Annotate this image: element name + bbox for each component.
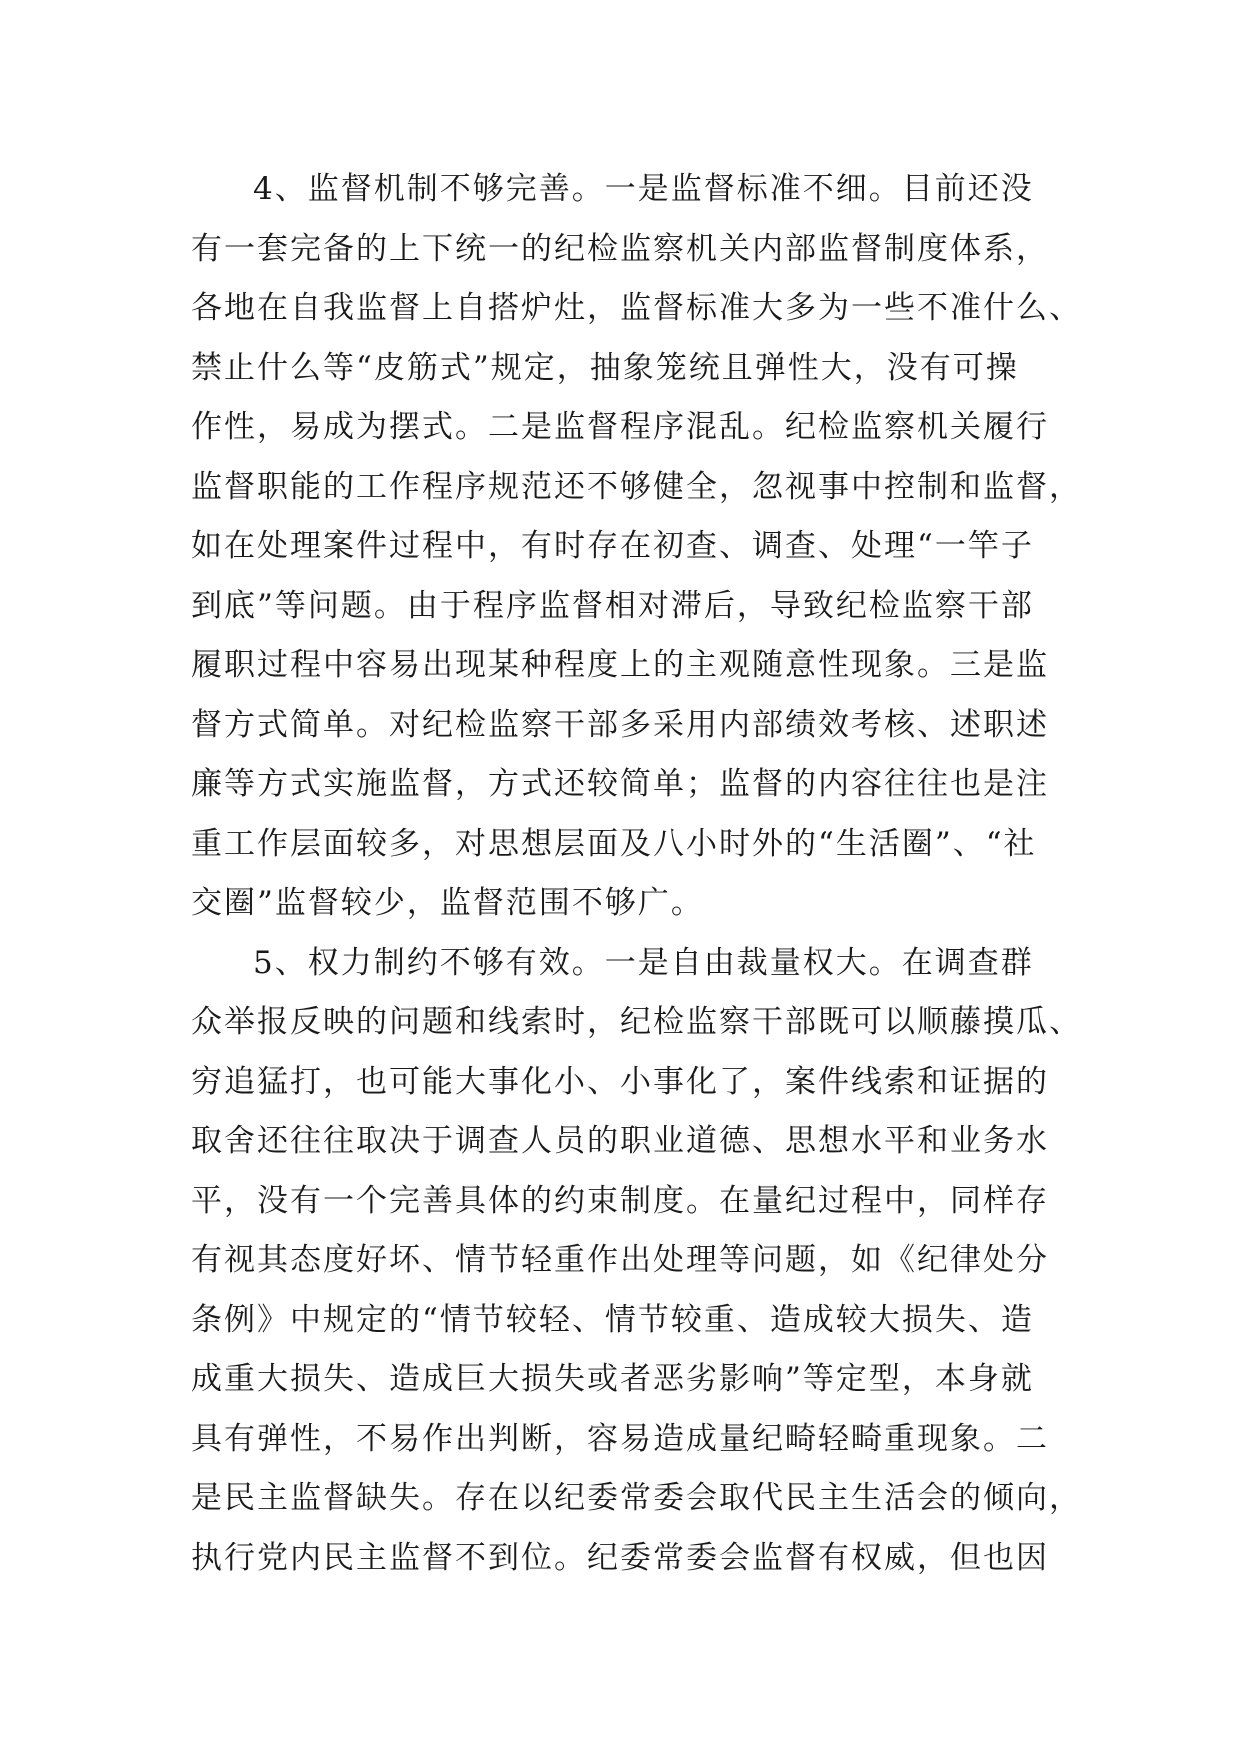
paragraph-1-line-5: 作性，易成为摆式。二是监督程序混乱。纪检监察机关履行 xyxy=(191,409,1049,445)
paragraph-2-line-3: 穷追猛打，也可能大事化小、小事化了，案件线索和证据的 xyxy=(191,1063,1049,1100)
paragraph-1-line-4: 禁止什么等“皮筋式”规定，抽象笼统且弹性大，没有可操 xyxy=(191,349,1019,386)
paragraph-2-line-8: 成重大损失、造成巨大损失或者恶劣影响”等定型，本身就 xyxy=(191,1361,1034,1397)
paragraph-2-line-10: 是民主监督缺失。存在以纪委常委会取代民主生活会的倾向， xyxy=(191,1480,1082,1516)
paragraph-1-line-8: 到底”等问题。由于程序监督相对滞后，导致纪检监察干部 xyxy=(191,587,1034,624)
paragraph-1-line-10: 督方式简单。对纪检监察干部多采用内部绩效考核、述职述 xyxy=(191,706,1049,743)
document-body xyxy=(191,160,1091,1588)
paragraph-2-line-9: 具有弹性，不易作出判断，容易造成量纪畸轻畸重现象。二 xyxy=(191,1420,1049,1457)
paragraph-2-line-11: 执行党内民主监督不到位。纪委常委会监督有权威，但也因 xyxy=(191,1539,1049,1576)
paragraph-1-line-13: 交圈”监督较少，监督范围不够广。 xyxy=(191,885,704,921)
paragraph-1-line-7: 如在处理案件过程中，有时存在初查、调查、处理“一竿子 xyxy=(191,528,1034,564)
paragraph-2-line-1: 5、权力制约不够有效。一是自由裁量权大。在调查群 xyxy=(253,944,1034,981)
paragraph-1-line-2: 有一套完备的上下统一的纪检监察机关内部监督制度体系， xyxy=(191,230,1049,267)
paragraph-1-line-1: 4、监督机制不够完善。一是监督标准不细。目前还没 xyxy=(253,171,1034,207)
paragraph-1-line-12: 重工作层面较多，对思想层面及八小时外的“生活圈”、“社 xyxy=(191,825,1037,862)
paragraph-1-line-9: 履职过程中容易出现某种程度上的主观随意性现象。三是监 xyxy=(191,647,1049,683)
paragraph-2-line-5: 平，没有一个完善具体的约束制度。在量纪过程中，同样存 xyxy=(191,1182,1049,1219)
paragraph-1-line-11: 廉等方式实施监督，方式还较简单；监督的内容往往也是注 xyxy=(191,766,1049,802)
paragraph-2-line-2: 众举报反映的问题和线索时，纪检监察干部既可以顺藤摸瓜、 xyxy=(191,1004,1082,1040)
paragraph-2-line-6: 有视其态度好坏、情节轻重作出处理等问题，如《纪律处分 xyxy=(191,1242,1049,1278)
paragraph-1-line-6: 监督职能的工作程序规范还不够健全，忽视事中控制和监督， xyxy=(191,468,1082,505)
paragraph-1-line-3: 各地在自我监督上自搭炉灶，监督标准大多为一些不准什么、 xyxy=(191,290,1082,326)
paragraph-2-line-4: 取舍还往往取决于调查人员的职业道德、思想水平和业务水 xyxy=(191,1123,1049,1159)
paragraph-2-line-7: 条例》中规定的“情节较轻、情节较重、造成较大损失、造 xyxy=(191,1301,1034,1338)
